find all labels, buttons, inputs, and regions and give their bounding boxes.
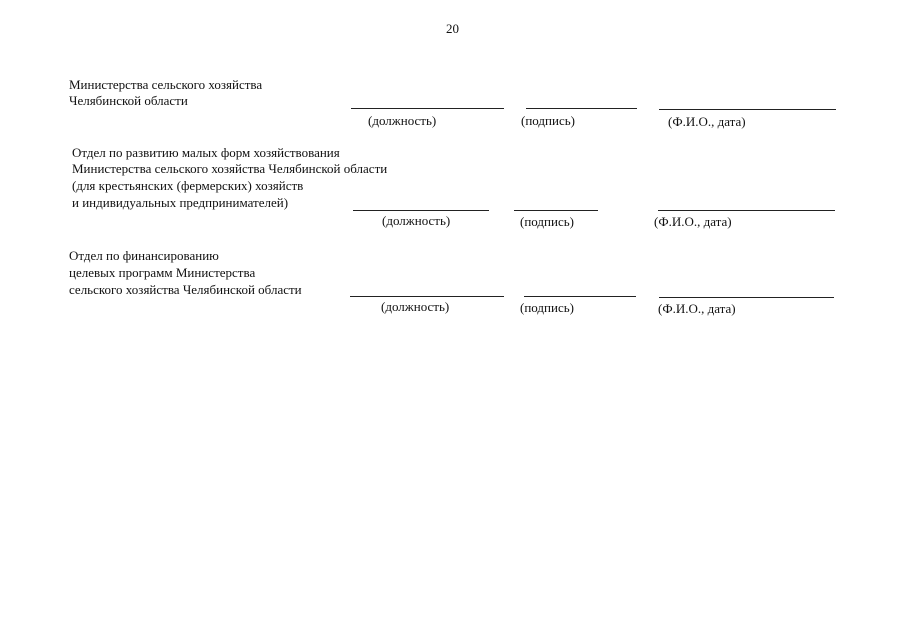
position-signature-line [353, 210, 489, 211]
name-date-caption: (Ф.И.О., дата) [654, 214, 732, 229]
name-date-signature-line [659, 109, 836, 110]
signature-line [524, 296, 636, 297]
org-name-line: целевых программ Министерства [69, 265, 256, 280]
org-name-line: Отдел по финансированию [69, 248, 219, 263]
name-date-caption: (Ф.И.О., дата) [658, 301, 736, 316]
org-name-line: Министерства сельского хозяйства Челябинской области [72, 161, 388, 176]
position-caption: (должность) [381, 299, 450, 314]
page-number: 20 [446, 21, 459, 36]
name-date-signature-line [659, 297, 834, 298]
signature-caption: (подпись) [520, 300, 574, 315]
org-name-line: Министерства сельского хозяйства [69, 77, 263, 92]
org-name-line: Отдел по развитию малых форм хозяйствования [72, 145, 340, 160]
org-name-line: (для крестьянских (фермерских) хозяйств [72, 178, 304, 193]
org-name-line: и индивидуальных предпринимателей) [72, 195, 289, 210]
signature-line [514, 210, 598, 211]
position-signature-line [350, 296, 504, 297]
org-name-line: сельского хозяйства Челябинской области [69, 282, 302, 297]
name-date-signature-line [658, 210, 835, 211]
signature-caption: (подпись) [521, 113, 575, 128]
position-caption: (должность) [368, 113, 437, 128]
position-signature-line [351, 108, 504, 109]
signature-caption: (подпись) [520, 214, 574, 229]
position-caption: (должность) [382, 213, 451, 228]
org-name-line: Челябинской области [69, 93, 188, 108]
name-date-caption: (Ф.И.О., дата) [668, 114, 746, 129]
signature-line [526, 108, 637, 109]
